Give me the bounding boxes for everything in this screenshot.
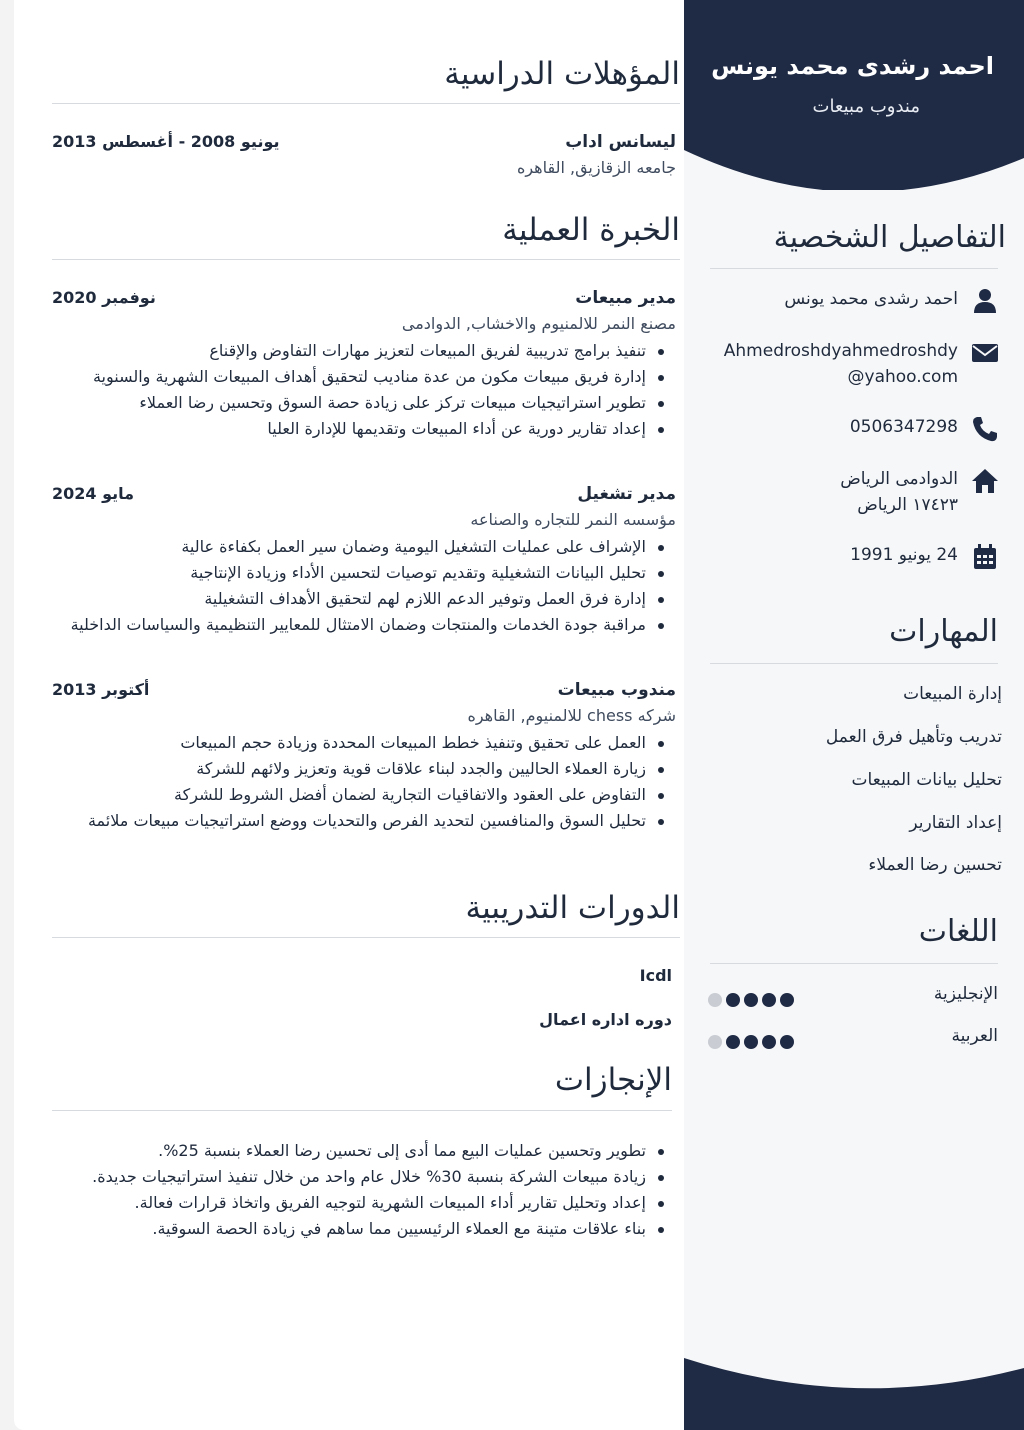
divider	[710, 663, 998, 664]
detail-phone	[710, 414, 1000, 466]
personal-heading: التفاصيل الشخصية	[773, 220, 1006, 255]
list-item: تحليل البيانات التشغيلية وتقديم توصيات لتحسين الأداء وزيادة الإنتاجية	[50, 560, 660, 586]
job-title: مدير تشغيل	[577, 484, 676, 504]
job-bullets	[50, 534, 660, 638]
skill-item: تدريب وتأهيل فرق العمل	[825, 727, 1002, 747]
skill-item: إعداد التقارير	[909, 813, 1002, 833]
list-item: التفاوض على العقود والاتفاقيات التجارية لضمان أفضل الشروط للشركة	[50, 782, 660, 808]
school: جامعه الزقازيق, القاهره	[516, 158, 676, 177]
list-item: تحليل السوق والمنافسين لتحديد الفرص والتحديات ووضع استراتيجيات مبيعات ملائمة	[50, 808, 660, 834]
course-item: Icdl	[639, 966, 672, 985]
list-item: زيادة مبيعات الشركة بنسبة 30% خلال عام واحد من خلال تنفيذ استراتيجيات جديدة.	[70, 1164, 660, 1190]
job-org: مؤسسه النمر للتجاره والصناعه	[470, 510, 676, 529]
divider	[52, 1110, 672, 1111]
language-name: الإنجليزية	[933, 984, 998, 1004]
list-item: مراقبة جودة الخدمات والمنتجات وضمان الامتثال للمعايير التنظيمية والسياسات الداخلية	[50, 612, 660, 638]
list-item: بناء علاقات متينة مع العملاء الرئيسيين مما ساهم في زيادة الحصة السوقية.	[70, 1216, 660, 1242]
header-banner	[684, 0, 1024, 190]
detail-email	[710, 338, 1000, 398]
detail-phone-text: 0506347298	[849, 417, 958, 437]
course-item: دوره اداره اعمال	[539, 1010, 672, 1029]
detail-name	[710, 286, 1000, 338]
divider	[52, 103, 680, 104]
job-bullets	[50, 338, 660, 442]
rating-dot-filled	[726, 993, 740, 1007]
education-dates: يونيو 2008 - أغسطس 2013	[52, 132, 280, 151]
job-org: شركه chess للالمنيوم, القاهره	[467, 706, 676, 725]
rating-dot-filled	[708, 1035, 722, 1049]
rating-dot-filled	[708, 993, 722, 1007]
job-title: مندوب مبيعات	[557, 680, 676, 700]
job-bullets	[50, 730, 660, 834]
language-rating	[708, 992, 808, 1006]
languages-heading: اللغات	[918, 914, 998, 949]
skill-item: تحسين رضا العملاء	[868, 855, 1002, 875]
detail-address-text	[698, 466, 958, 518]
calendar-icon	[970, 542, 1000, 572]
list-item: إدارة فرق العمل وتوفير الدعم اللازم لهم لتحقيق الأهداف التشغيلية	[50, 586, 660, 612]
detail-birthdate	[710, 542, 1000, 594]
main-column	[52, 0, 680, 1430]
courses-heading: الدورات التدريبية	[465, 890, 680, 926]
language-row	[708, 984, 998, 1014]
job-org: مصنع النمر للالمنيوم والاخشاب, الدوادمى	[401, 314, 676, 333]
list-item: تطوير وتحسين عمليات البيع مما أدى إلى تحسين رضا العملاء بنسبة 25%.	[70, 1138, 660, 1164]
user-icon	[970, 286, 1000, 316]
language-row	[708, 1026, 998, 1056]
email-line-1: Ahmedroshdyahmedroshdy	[723, 341, 958, 361]
language-rating	[708, 1034, 808, 1048]
job-title: مدير مبيعات	[575, 288, 676, 308]
language-name: العربية	[951, 1026, 998, 1046]
candidate-title: مندوب مبيعات	[812, 96, 920, 117]
detail-birthdate-text: 24 يونيو 1991	[850, 545, 958, 565]
achievements-heading: الإنجازات	[554, 1062, 672, 1098]
envelope-icon	[970, 338, 1000, 368]
footer-banner	[684, 1358, 1024, 1430]
rating-dot-filled	[762, 1035, 776, 1049]
rating-dot-filled	[744, 1035, 758, 1049]
job-date: مايو 2024	[52, 484, 135, 503]
rating-dot-filled	[726, 1035, 740, 1049]
divider	[52, 937, 680, 938]
list-item: إدارة فريق مبيعات مكون من عدة مناديب لتحقيق أهداف المبيعات الشهرية والسنوية	[50, 364, 660, 390]
address-line-2: ١٧٤٢٣ الرياض	[857, 495, 958, 515]
sidebar	[684, 0, 1024, 1430]
detail-email-text[interactable]	[698, 338, 958, 390]
divider	[710, 268, 998, 269]
list-item: تطوير استراتيجيات مبيعات تركز على زيادة حصة السوق وتحسين رضا العملاء	[50, 390, 660, 416]
phone-icon	[970, 414, 1000, 444]
experience-heading: الخبرة العملية	[502, 212, 680, 248]
detail-address	[710, 466, 1000, 526]
candidate-name: احمد رشدى محمد يونس	[711, 52, 994, 80]
home-icon	[970, 466, 1000, 496]
rating-dot-empty	[780, 993, 794, 1007]
achievements-list	[70, 1138, 660, 1242]
skill-item: تحليل بيانات المبيعات	[851, 770, 1002, 790]
list-item: العمل على تحقيق وتنفيذ خطط المبيعات المحددة وزيادة حجم المبيعات	[50, 730, 660, 756]
list-item: إعداد وتحليل تقارير أداء المبيعات الشهرية لتوجيه الفريق واتخاذ قرارات فعالة.	[70, 1190, 660, 1216]
divider	[710, 963, 998, 964]
list-item: زيارة العملاء الحاليين والجدد لبناء علاقات قوية وتعزيز ولائهم للشركة	[50, 756, 660, 782]
list-item: إعداد تقارير دورية عن أداء المبيعات وتقديمها للإدارة العليا	[50, 416, 660, 442]
list-item: الإشراف على عمليات التشغيل اليومية وضمان سير العمل بكفاءة عالية	[50, 534, 660, 560]
job-date: نوفمبر 2020	[52, 288, 156, 307]
job-date: أكتوبر 2013	[52, 680, 150, 699]
address-line-1: الدوادمى الرياض	[840, 469, 958, 489]
degree: ليسانس اداب	[565, 132, 676, 152]
divider	[52, 259, 680, 260]
list-item: تنفيذ برامج تدريبية لفريق المبيعات لتعزيز مهارات التفاوض والإقناع	[50, 338, 660, 364]
email-line-2: @yahoo.com	[847, 367, 958, 387]
rating-dot-empty	[780, 1035, 794, 1049]
education-heading: المؤهلات الدراسية	[444, 56, 680, 92]
rating-dot-filled	[762, 993, 776, 1007]
skill-item: إدارة المبيعات	[903, 684, 1002, 704]
detail-name-text: احمد رشدى محمد يونس	[784, 289, 958, 309]
skills-heading: المهارات	[889, 614, 998, 649]
rating-dot-filled	[744, 993, 758, 1007]
